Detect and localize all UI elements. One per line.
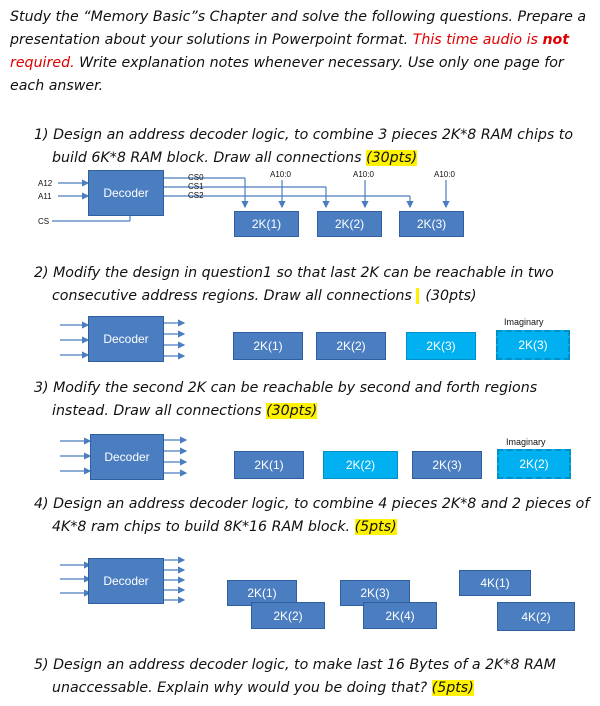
q2-points: (30pts) xyxy=(416,288,476,304)
addr-label-3: A10:0 xyxy=(434,170,455,179)
q4-chip-2k-3: 2K(3) xyxy=(340,580,410,606)
q1-text: build 6K*8 RAM block. Draw all connections xyxy=(52,150,367,166)
q3-chip-2: 2K(2) xyxy=(323,451,398,479)
q4-chip-4k-1: 4K(1) xyxy=(459,570,531,596)
q4-decoder: Decoder xyxy=(88,558,164,604)
q3-line-1: 3) Modify the second 2K can be reachable by second and forth regions xyxy=(34,380,538,396)
q1-chip-2: 2K(2) xyxy=(317,211,382,237)
q2-decoder: Decoder xyxy=(88,316,164,362)
q5-line-1: 5) Design an address decoder logic, to make last 16 Bytes of a 2K*8 RAM xyxy=(34,657,556,673)
intro-line-4: each answer. xyxy=(10,78,104,94)
q2-chip-2: 2K(2) xyxy=(316,332,386,360)
addr-label-1: A10:0 xyxy=(270,170,291,179)
cs0-label: CS0 xyxy=(188,173,204,182)
q2-chip-1: 2K(1) xyxy=(233,332,303,360)
cs2-label: CS2 xyxy=(188,191,204,200)
q4-points: (5pts) xyxy=(354,519,397,535)
q2-line-1: 2) Modify the design in question1 so that last 2K can be reachable in two xyxy=(34,265,554,281)
q1-line-1: 1) Design an address decoder logic, to combine 3 pieces 2K*8 RAM chips to xyxy=(34,127,574,143)
input-label-a11: A11 xyxy=(38,192,52,201)
q2-chip-3: 2K(3) xyxy=(406,332,476,360)
q1-chip-1: 2K(1) xyxy=(234,211,299,237)
q1-decoder: Decoder xyxy=(88,170,164,216)
q4-text: 4K*8 ram chips to build 8K*16 RAM block. xyxy=(52,519,355,535)
addr-label-2: A10:0 xyxy=(353,170,374,179)
q5-text: unaccessable. Explain why would you be doing that? xyxy=(52,680,432,696)
q4-chip-2k-2: 2K(2) xyxy=(251,602,325,629)
q2-text: consecutive address regions. Draw all connections xyxy=(52,288,417,304)
intro-red-text: This time audio is xyxy=(412,32,543,48)
q2-imaginary-label: Imaginary xyxy=(504,317,544,327)
q4-chip-4k-2: 4K(2) xyxy=(497,602,575,631)
intro-red-bold: not xyxy=(542,32,570,48)
q3-imaginary-label: Imaginary xyxy=(506,437,546,447)
q4-chip-2k-4: 2K(4) xyxy=(363,602,437,629)
q1-chip-3: 2K(3) xyxy=(399,211,464,237)
q5-points: (5pts) xyxy=(431,680,474,696)
q3-chip-1: 2K(1) xyxy=(234,451,304,479)
cs1-label: CS1 xyxy=(188,182,204,191)
q4-chip-2k-1: 2K(1) xyxy=(227,580,297,606)
q3-imaginary-chip: 2K(2) xyxy=(497,449,571,479)
intro-line-1: Study the “Memory Basic”s Chapter and solve the following questions. Prepare a xyxy=(10,9,587,25)
q3-chip-3: 2K(3) xyxy=(412,451,482,479)
q3-points: (30pts) xyxy=(266,403,318,419)
q3-text: instead. Draw all connections xyxy=(52,403,267,419)
intro-red-required: required. xyxy=(10,55,75,71)
q3-decoder: Decoder xyxy=(90,434,164,480)
intro-text: presentation about your solutions in Powerpoint format. xyxy=(10,32,413,48)
input-label-a12: A12 xyxy=(38,179,53,188)
q2-imaginary-chip: 2K(3) xyxy=(496,330,570,360)
input-label-cs: CS xyxy=(38,217,50,226)
intro-text-2: Write explanation notes whenever necessary. Use only one page for xyxy=(74,55,564,71)
q1-points: (30pts) xyxy=(366,150,418,166)
q4-line-1: 4) Design an address decoder logic, to combine 4 pieces 2K*8 and 2 pieces of xyxy=(34,496,590,512)
q5-line-2 xyxy=(52,677,474,700)
